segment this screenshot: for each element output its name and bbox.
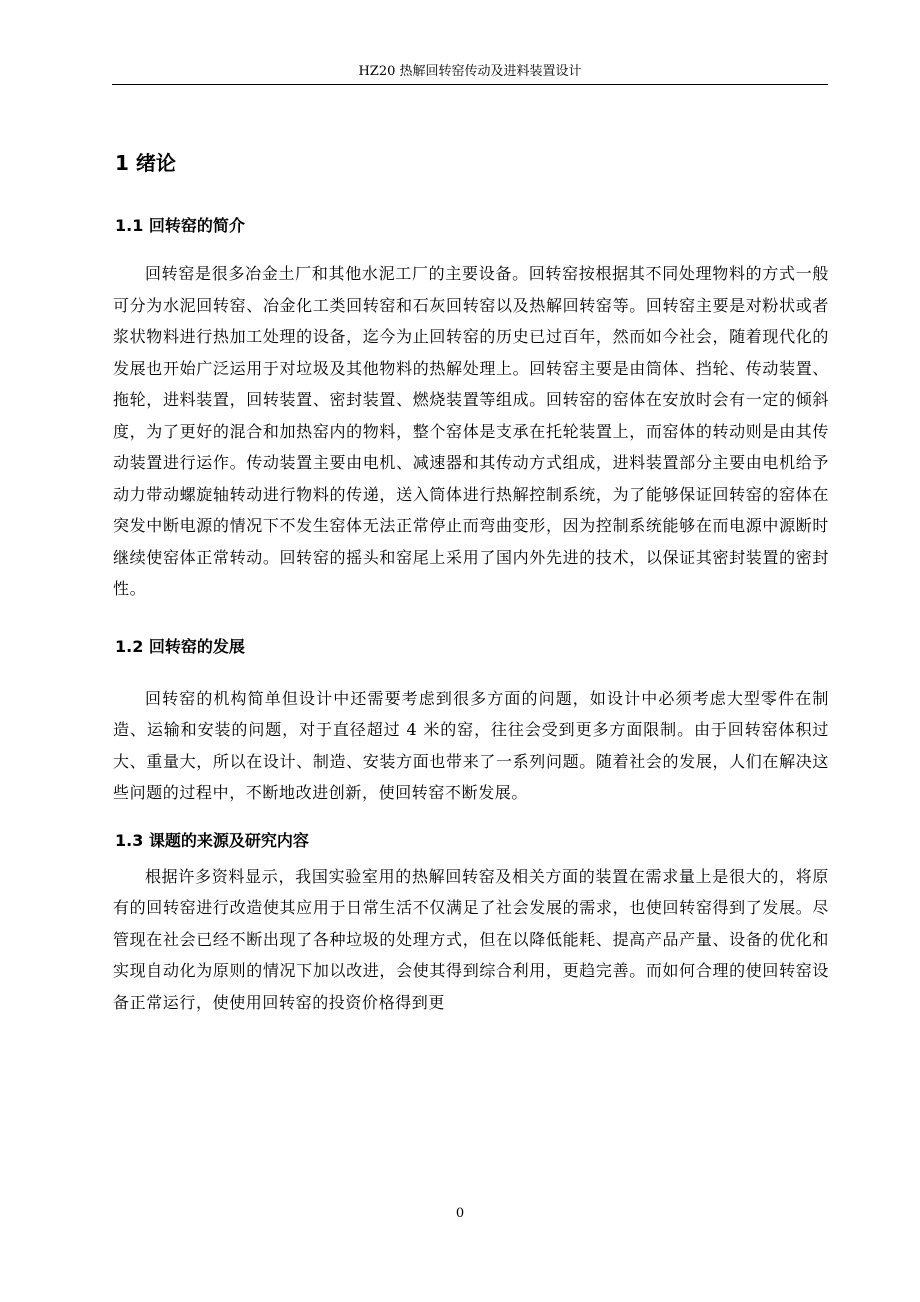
running-header bbox=[112, 60, 828, 85]
chapter-title: 1 绪论 bbox=[115, 151, 176, 175]
section-paragraph-1-3: 根据许多资料显示，我国实验室用的热解回转窑及相关方面的装置在需求量上是很大的，将原有的回转窑进行改造使其应用于日常生活不仅满足了社会发展的需求，也使回转窑得到了发展。尽管现在社会已经不断出现了各种垃圾的处理方式，但在以降低能耗、提高产品产量、设备的优化和实现自动化为原则的情况下加以改进，会使其得到综合利用，更趋完善。而如何合理的使回转窑设备正常运行，使使用回转窑的投资价格得到更 bbox=[113, 866, 829, 1012]
section-title-1-2: 1.2 回转窑的发展 bbox=[115, 636, 245, 656]
page-number: 0 bbox=[455, 1206, 465, 1221]
section-paragraph-1-1: 回转窑是很多冶金土厂和其他水泥工厂的主要设备。回转窑按根据其不同处理物料的方式一般可分为水泥回转窑、冶金化工类回转窑和石灰回转窑以及热解回转窑等。回转窑主要是对粉状或者浆状物料进行热加工处理的设备，迄今为止回转窑的历史已过百年，然而如今社会，随着现代化的发展也开始广泛运用于对垃圾及其他物料的热解处理上。回转窑主要是由筒体、挡轮、传动装置、拖轮，进料装置，回转装置、密封装置、燃烧装置等组成。回转窑的窑体在安放时会有一定的倾斜度，为了更好的混合和加热窑内的物料，整个窑体是支承在托轮装置上，而窑体的转动则是由其传动装置进行运作。传动装置主要由电机、减速器和其传动方式组成，进料装置部分主要由电机给予动力带动螺旋轴转动进行物料的传递，送入筒体进行热解控制系统，为了能够保证回转窑的窑体在突发中断电源的情况下不发生窑体无法正常停止而弯曲变形，因为控制系统能够在而电源中源断时继续使窑体正常转动。回转窑的摇头和窑尾上采用了国内外先进的技术，以保证其密封装置的密封性。 bbox=[113, 264, 829, 598]
document-body bbox=[113, 140, 829, 1018]
section-title-1-3: 1.3 课题的来源及研究内容 bbox=[115, 830, 309, 850]
section-paragraph-1-2: 回转窑的机构简单但设计中还需要考虑到很多方面的问题，如设计中必须考虑大型零件在制造、运输和安装的问题，对于直径超过 4 米的窑，往往会受到更多方面限制。由于回转窑体积过大、重量大，所以在设计、制造、安装方面也带来了一系列问题。随着社会的发展，人们在解决这些问题的过程中，不断地改进创新，使回转窑不断发展。 bbox=[113, 688, 829, 802]
section-title-1-1: 1.1 回转窑的简介 bbox=[115, 216, 245, 235]
running-header-title: HZ20 热解回转窑传动及进料装置设计 bbox=[358, 64, 582, 79]
